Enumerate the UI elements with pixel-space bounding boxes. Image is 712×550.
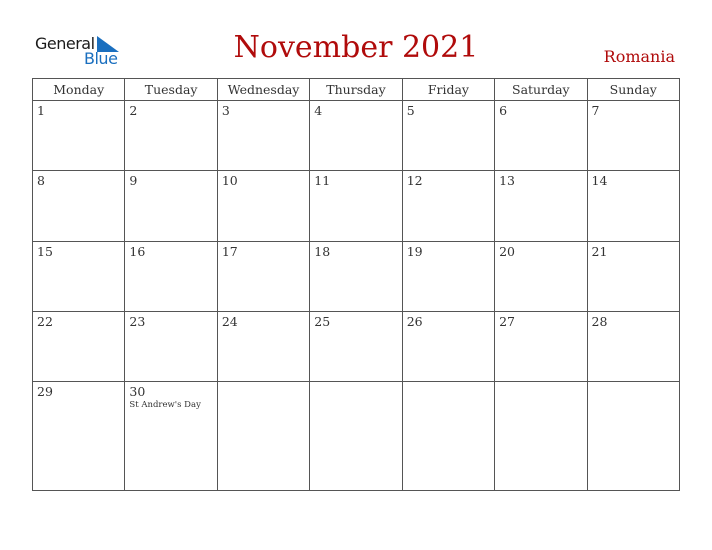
day-cell bbox=[125, 311, 217, 381]
day-cell bbox=[217, 101, 309, 171]
day-cell bbox=[310, 171, 402, 241]
day-number: 2 bbox=[129, 103, 138, 118]
day-number: 18 bbox=[314, 243, 331, 259]
day-cell bbox=[402, 382, 494, 491]
holiday-label: St Andrew's Day bbox=[129, 400, 201, 411]
day-cell bbox=[33, 382, 125, 491]
day-number: 23 bbox=[129, 313, 146, 329]
day-cell bbox=[33, 311, 125, 381]
day-number: 30 bbox=[129, 384, 146, 400]
day-cell bbox=[217, 311, 309, 381]
day-number: 5 bbox=[406, 103, 415, 118]
weekday-header: Sunday bbox=[587, 79, 679, 101]
day-cell bbox=[587, 382, 679, 491]
weekday-header: Monday bbox=[33, 79, 125, 101]
day-cell bbox=[402, 311, 494, 381]
day-cell bbox=[125, 382, 217, 491]
day-number: 9 bbox=[129, 173, 138, 189]
calendar-title: November 2021 bbox=[233, 30, 479, 65]
day-cell bbox=[495, 101, 587, 171]
day-cell bbox=[125, 241, 217, 311]
day-number: 3 bbox=[221, 103, 230, 118]
day-number: 19 bbox=[406, 243, 423, 259]
day-number: 20 bbox=[499, 243, 516, 259]
day-cell bbox=[310, 101, 402, 171]
day-cell bbox=[587, 311, 679, 381]
weekday-header: Saturday bbox=[495, 79, 587, 101]
day-cell bbox=[310, 382, 402, 491]
day-number: 25 bbox=[314, 313, 331, 329]
day-cell bbox=[495, 382, 587, 491]
day-number: 11 bbox=[314, 173, 331, 189]
day-number: 22 bbox=[37, 313, 53, 329]
weekday-header: Thursday bbox=[310, 79, 402, 101]
day-cell bbox=[33, 241, 125, 311]
day-number: 7 bbox=[591, 103, 600, 118]
day-number: 1 bbox=[37, 103, 45, 118]
day-cell bbox=[495, 171, 587, 241]
week-row bbox=[33, 311, 680, 381]
week-row bbox=[33, 241, 680, 311]
logo-text-blue: Blue bbox=[84, 49, 118, 68]
day-cell bbox=[402, 241, 494, 311]
day-number: 15 bbox=[37, 243, 53, 259]
day-cell bbox=[402, 171, 494, 241]
day-cell bbox=[217, 241, 309, 311]
weekday-header: Friday bbox=[402, 79, 494, 101]
weekday-header: Tuesday bbox=[125, 79, 217, 101]
day-number: 4 bbox=[314, 103, 323, 118]
day-cell bbox=[402, 101, 494, 171]
day-number: 21 bbox=[591, 243, 608, 259]
day-cell bbox=[310, 241, 402, 311]
week-row bbox=[33, 382, 680, 491]
logo-text-general: General bbox=[35, 34, 95, 53]
calendar-grid bbox=[32, 78, 680, 491]
day-cell bbox=[495, 241, 587, 311]
day-number: 16 bbox=[129, 243, 146, 259]
day-number: 10 bbox=[221, 173, 238, 189]
day-number: 13 bbox=[499, 173, 516, 189]
week-row bbox=[33, 171, 680, 241]
day-cell bbox=[217, 382, 309, 491]
day-number: 6 bbox=[499, 103, 508, 118]
day-number: 27 bbox=[499, 313, 516, 329]
day-cell bbox=[33, 171, 125, 241]
day-cell bbox=[217, 171, 309, 241]
day-cell bbox=[125, 101, 217, 171]
weekday-header-row bbox=[33, 79, 680, 101]
day-cell bbox=[125, 171, 217, 241]
day-cell bbox=[587, 171, 679, 241]
day-cell bbox=[310, 311, 402, 381]
country-label: Romania bbox=[603, 47, 675, 66]
day-number: 12 bbox=[406, 173, 423, 189]
day-cell bbox=[587, 101, 679, 171]
day-number: 26 bbox=[406, 313, 423, 329]
day-cell bbox=[587, 241, 679, 311]
weekday-header: Wednesday bbox=[217, 79, 309, 101]
day-number: 29 bbox=[37, 384, 53, 400]
day-cell bbox=[495, 311, 587, 381]
week-row bbox=[33, 101, 680, 171]
day-number: 28 bbox=[591, 313, 608, 329]
day-number: 17 bbox=[221, 243, 238, 259]
day-cell bbox=[33, 101, 125, 171]
day-number: 8 bbox=[37, 173, 45, 189]
day-number: 14 bbox=[591, 173, 608, 189]
day-number: 24 bbox=[221, 313, 238, 329]
